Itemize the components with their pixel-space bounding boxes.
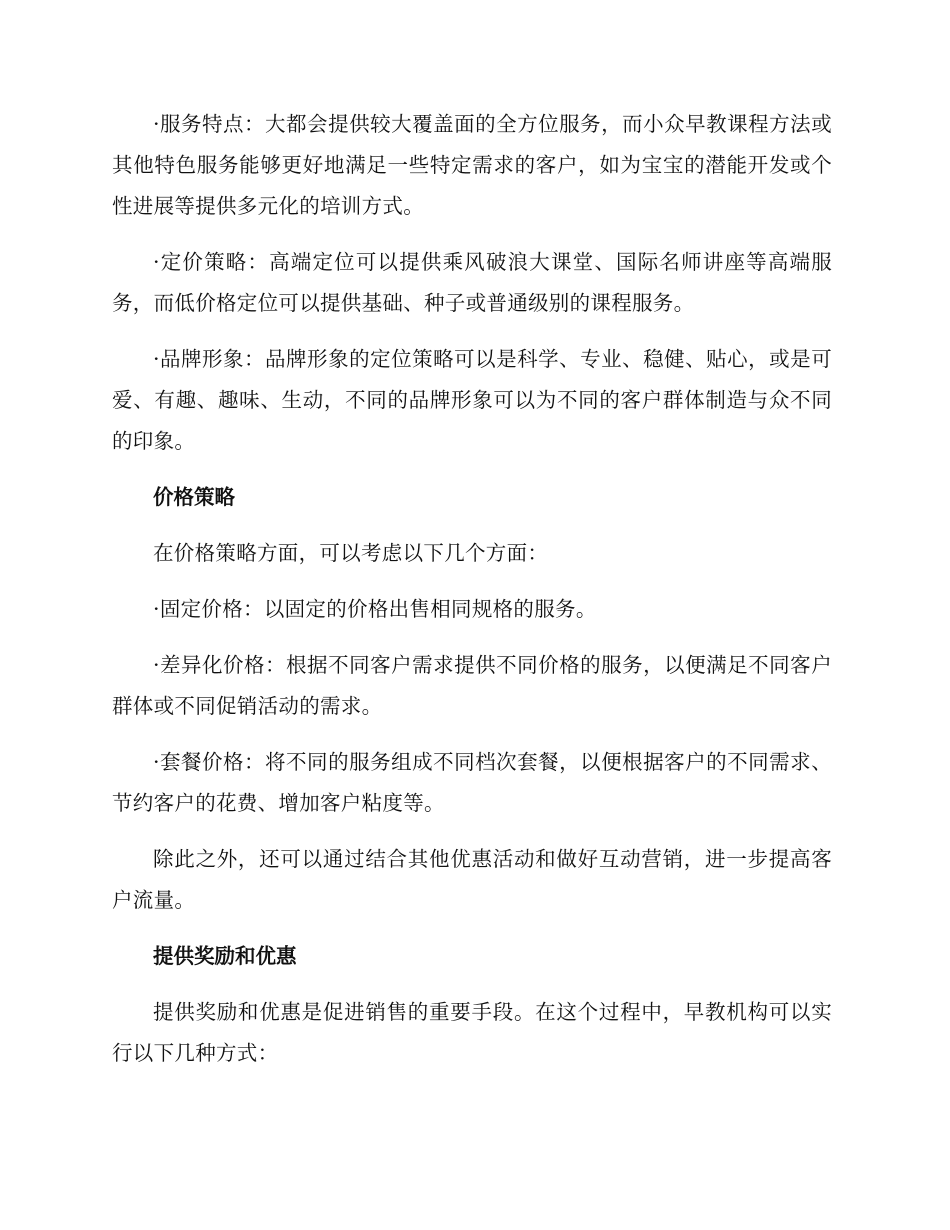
bullet-pricing-strategy: ·定价策略：高端定位可以提供乘风破浪大课堂、国际名师讲座等高端服务，而低价格定位可以提供基础、种子或普通级别的课程服务。 [112,250,832,315]
rewards-intro: 提供奖励和优惠是促进销售的重要手段。在这个过程中，早教机构可以实行以下几种方式： [112,1000,832,1065]
document-page [112,104,832,1089]
heading-price-strategy: 价格策略 [153,485,235,509]
heading-rewards-discounts: 提供奖励和优惠 [153,944,297,968]
price-strategy-intro: 在价格策略方面，可以考虑以下几个方面： [153,541,549,565]
bullet-package-price: ·套餐价格：将不同的服务组成不同档次套餐，以便根据客户的不同需求、节约客户的花费、增加客户粘度等。 [112,750,832,815]
bullet-differentiated-price: ·差异化价格：根据不同客户需求提供不同价格的服务，以便满足不同客户群体或不同促销活动的需求。 [112,653,832,718]
bullet-brand-image: ·品牌形象：品牌形象的定位策略可以是科学、专业、稳健、贴心，或是可爱、有趣、趣味、生动，不同的品牌形象可以为不同的客户群体制造与众不同的印象。 [112,347,832,453]
bullet-fixed-price: ·固定价格：以固定的价格出售相同规格的服务。 [153,597,597,621]
price-strategy-conclusion: 除此之外，还可以通过结合其他优惠活动和做好互动营销，进一步提高客户流量。 [112,847,832,912]
bullet-service-features: ·服务特点：大都会提供较大覆盖面的全方位服务，而小众早教课程方法或其他特色服务能够更好地满足一些特定需求的客户，如为宝宝的潜能开发或个性进展等提供多元化的培训方式。 [112,112,832,218]
